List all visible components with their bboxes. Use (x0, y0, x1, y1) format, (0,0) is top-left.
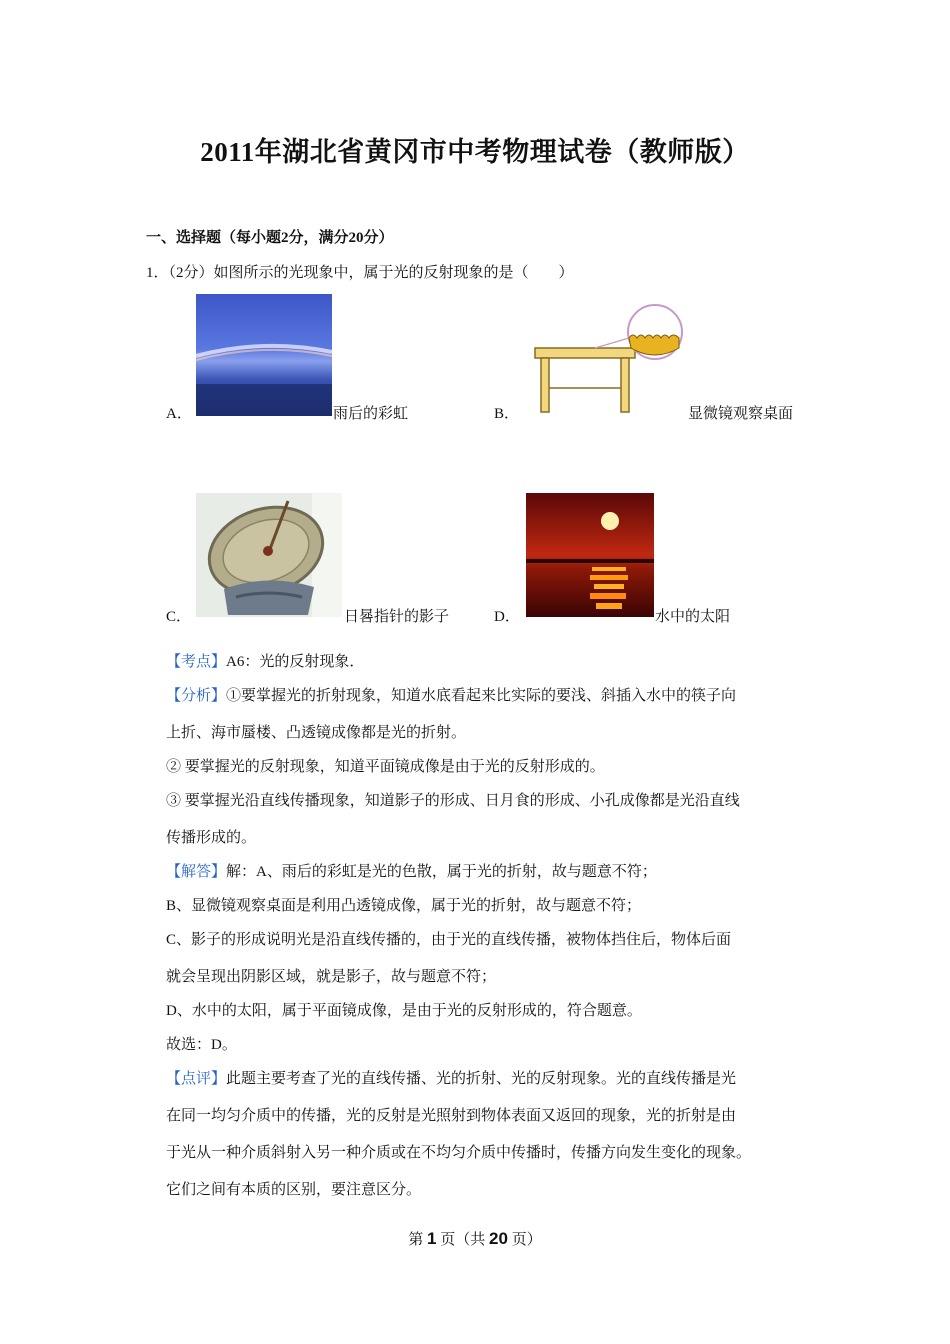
jieda-line-3: C、影子的形成说明光是沿直线传播的，由于光的直线传播，被物体挡住后，物体后面 (166, 932, 732, 948)
section-heading: 一、选择题（每小题2分，满分20分） (146, 230, 394, 246)
question-text: （2分）如图所示的光现象中，属于光的反射现象的是（ ） (168, 265, 574, 281)
fenxi-line-5: 传播形成的。 (166, 830, 257, 846)
option-d-letter: D． (494, 609, 520, 625)
dianping-line-1 (166, 1067, 736, 1088)
jieda-line-5: D、水中的太阳，属于平面镜成像，是由于光的反射形成的，符合题意。 (166, 1003, 642, 1019)
option-b-letter: B． (494, 406, 520, 422)
footer-pre: 第 (408, 1232, 428, 1248)
question-1 (146, 261, 574, 282)
kaodian-line (166, 650, 364, 671)
option-d-caption: 水中的太阳 (655, 609, 731, 625)
dianping-line-2: 在同一均匀介质中的传播，光的反射是光照射到物体表面又返回的现象，光的折射是由 (166, 1108, 737, 1124)
jieda-line-6: 故选：D。 (166, 1037, 237, 1053)
option-c-letter: C． (166, 609, 192, 625)
kaodian-text: A6：光的反射现象． (226, 654, 365, 670)
kaodian-tag: 【考点】 (166, 654, 227, 670)
page-title: 2011年湖北省黄冈市中考物理试卷（教师版） (200, 137, 750, 167)
footer-mid: 页（共 (436, 1232, 490, 1248)
jieda-text-1: 解：A、雨后的彩虹是光的色散，属于光的折射，故与题意不符； (226, 864, 657, 880)
dianping-line-4: 它们之间有本质的区别，要注意区分。 (166, 1182, 422, 1198)
jieda-line-4: 就会呈现出阴影区域，就是影子，故与题意不符； (166, 969, 497, 985)
rainbow-image (196, 294, 332, 416)
footer-total-pages: 20 (489, 1229, 508, 1248)
question-number: 1． (146, 265, 169, 281)
fenxi-tag: 【分析】 (166, 688, 227, 704)
sun-over-water-image (526, 493, 654, 617)
jieda-tag: 【解答】 (166, 864, 227, 880)
option-b-caption: 显微镜观察桌面 (688, 406, 794, 422)
dianping-tag: 【点评】 (166, 1071, 227, 1087)
footer-post: 页） (507, 1232, 542, 1248)
fenxi-line-2: 上折、海市蜃楼、凸透镜成像都是光的折射。 (166, 725, 467, 741)
footer-page-number: 1 (427, 1229, 437, 1248)
dianping-line-3: 于光从一种介质斜射入另一种介质或在不均匀介质中传播时，传播方向发生变化的现象。 (166, 1145, 752, 1161)
option-c-caption: 日晷指针的影子 (344, 609, 450, 625)
dianping-text-1: 此题主要考查了光的直线传播、光的折射、光的反射现象。光的直线传播是光 (226, 1071, 737, 1087)
fenxi-text-1: ①要掌握光的折射现象，知道水底看起来比实际的要浅、斜插入水中的筷子向 (226, 688, 737, 704)
jieda-line-1 (166, 860, 657, 881)
fenxi-line-3: ② 要掌握光的反射现象，知道平面镜成像是由于光的反射形成的。 (166, 759, 605, 775)
sundial-image (196, 493, 342, 617)
option-a-letter: A． (166, 406, 192, 422)
page-footer (0, 1228, 950, 1249)
option-a-caption: 雨后的彩虹 (333, 406, 409, 422)
microscope-table-image (533, 302, 685, 414)
fenxi-line-4: ③ 要掌握光沿直线传播现象，知道影子的形成、日月食的形成、小孔成像都是光沿直线 (166, 793, 740, 809)
jieda-line-2: B、显微镜观察桌面是利用凸透镜成像，属于光的折射，故与题意不符； (166, 898, 642, 914)
fenxi-line-1 (166, 684, 736, 705)
